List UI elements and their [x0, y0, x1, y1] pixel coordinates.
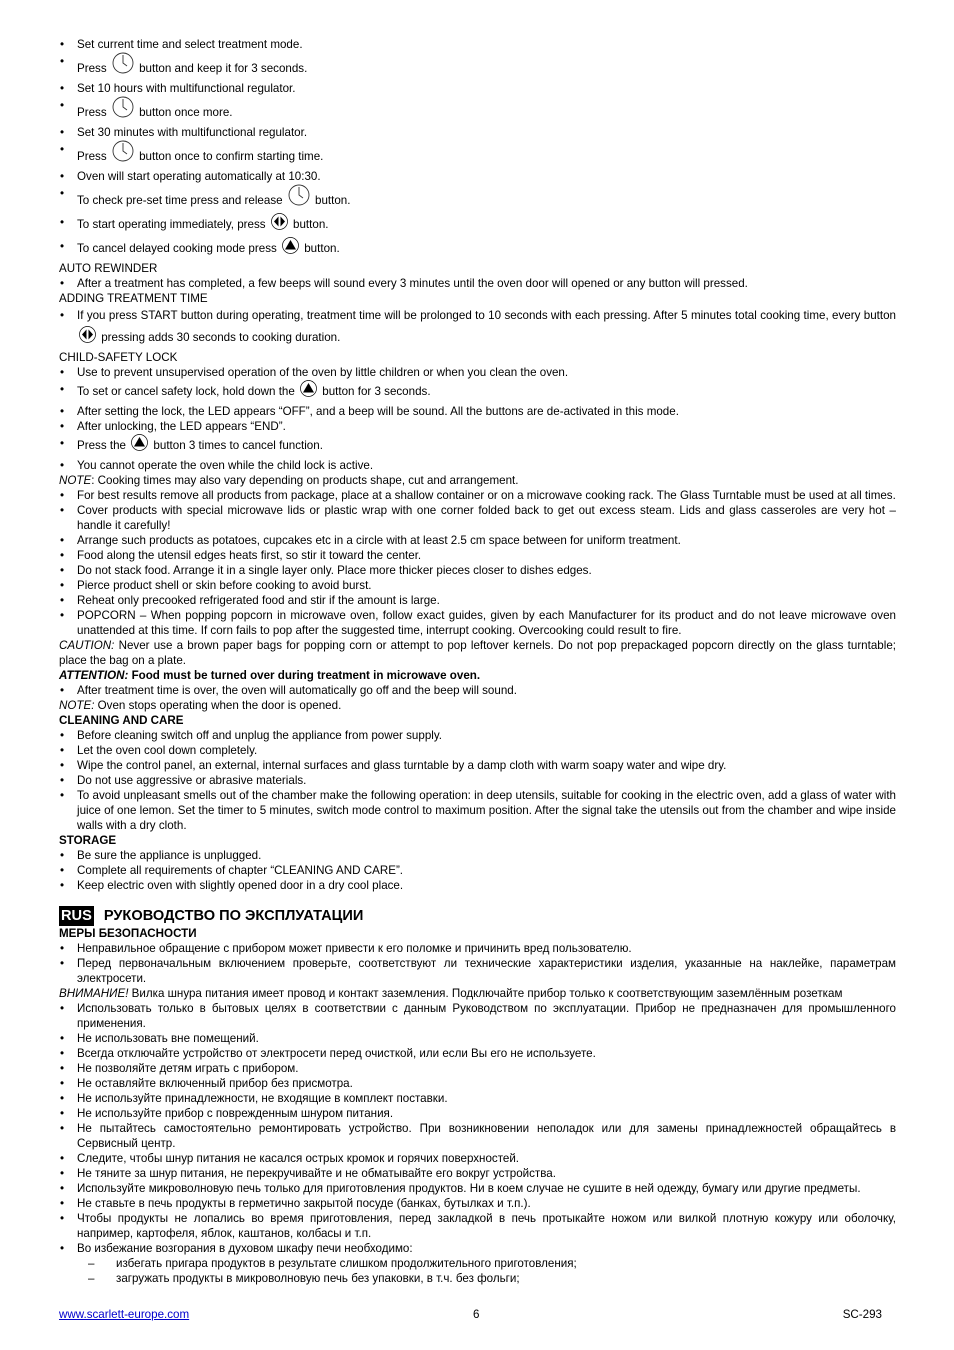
list-item: • To avoid unpleasant smells out of the chamber make the following operation: in deep utensils, suitable for cooking in the electric oven, add a glass of water with juice of one lemon. Set the timer to 5 minutes, switch mode control to maximum position. After the signal take the utensils out from the chamber and wipe inside walls with a dry cloth.	[59, 788, 896, 833]
list-item: • Arrange such products as potatoes, cupcakes etc in a circle with at least 2.5 cm space between for uniform treatment.	[59, 533, 896, 548]
list-item: • Press the button 3 times to cancel function.	[59, 434, 896, 458]
list-item: • To check pre-set time press and release button.	[59, 184, 896, 213]
list-item: • To set or cancel safety lock, hold down the button for 3 seconds.	[59, 380, 896, 404]
list-item: • Используйте микроволновую печь только для приготовления продуктов. Ни в коем случае не сушите в ней одежду, бумагу или другие предметы.	[59, 1181, 896, 1196]
list-item: • Всегда отключайте устройство от электросети перед очисткой, или если Вы его не используете.	[59, 1046, 896, 1061]
list-item: • Не ставьте в печь продукты в герметично закрытой посуде (банках, бутылках и т.п.).	[59, 1196, 896, 1211]
start-icon	[79, 326, 96, 350]
storage-list	[59, 848, 896, 893]
child-lock-list	[59, 365, 896, 473]
list-item: • Неправильное обращение с прибором может привести к его поломке и причинить вред пользователю.	[59, 941, 896, 956]
list-item: • Не используйте прибор с поврежденным шнуром питания.	[59, 1106, 896, 1121]
list-item: • POPCORN – When popping popcorn in microwave oven, follow exact guides, given by each Manufacturer for its product and do not leave microwave oven unattended at this time. If corn fails to pop after the suggested time, interrupt cooking. Overcooking could result to fire.	[59, 608, 896, 638]
stop-icon	[282, 237, 299, 261]
list-item: • Do not stack food. Arrange it in a single layer only. Place more thicker pieces closer to dishes edges.	[59, 563, 896, 578]
list-item: • Press button once to confirm starting time.	[59, 140, 896, 169]
list-item: • Press button and keep it for 3 seconds.	[59, 52, 896, 81]
cleaning-heading: CLEANING AND CARE	[59, 714, 184, 727]
list-item: • Следите, чтобы шнур питания не касался острых кромок и горячих поверхностей.	[59, 1151, 896, 1166]
caution-note: CAUTION: Never use a brown paper bags for popping corn or attempt to pop leftover kernels. Do not pop prepackaged popcorn directly on the glass turntable; place the bag on a plate.	[59, 639, 896, 667]
safety-list-a	[59, 941, 896, 986]
list-item: • Complete all requirements of chapter “CLEANING AND CARE”.	[59, 863, 896, 878]
clock-icon	[112, 140, 134, 169]
page-footer	[59, 1307, 882, 1323]
warning-note: ВНИМАНИЕ! Вилка шнура питания имеет провод и контакт заземления. Подключайте прибор только к соответствующим заземлённым розеткам	[59, 987, 843, 1000]
adding-time-heading: ADDING TREATMENT TIME	[59, 292, 208, 305]
list-item: • You cannot operate the oven while the child lock is active.	[59, 458, 896, 473]
cleaning-list	[59, 728, 896, 833]
list-item: • If you press START button during operating, treatment time will be prolonged to 10 seconds with each pressing. After 5 minutes total cooking time, every button pressing adds 30 seconds to cooking duration.	[59, 306, 896, 350]
adding-time-list	[59, 306, 896, 350]
stop-icon	[300, 380, 317, 404]
list-item: • Во избежание возгорания в духовом шкафу печи необходимо:	[59, 1241, 896, 1256]
list-item: • Не оставляйте включенный прибор без присмотра.	[59, 1076, 896, 1091]
clock-icon	[288, 184, 310, 213]
language-badge: RUS	[61, 908, 92, 924]
list-item: • After unlocking, the LED appears “END”.	[59, 419, 896, 434]
start-icon	[271, 213, 288, 237]
page-number: 6	[473, 1308, 480, 1321]
list-item: • Do not use aggressive or abrasive materials.	[59, 773, 896, 788]
safety-list-b	[59, 1001, 896, 1256]
clock-icon	[112, 96, 134, 125]
list-item: • For best results remove all products from package, place at a shallow container or on a microwave cooking rack. The Glass Turntable must be used at all times.	[59, 488, 896, 503]
list-item: • Использовать только в бытовых целях в соответствии с данным Руководством по эксплуатации. Прибор не предназначен для промышленного применения.	[59, 1001, 896, 1031]
list-item: • Oven will start operating automatically at 10:30.	[59, 169, 896, 184]
list-item: – избегать пригара продуктов в результате слишком продолжительного приготовления;	[59, 1256, 896, 1271]
note-cooking-times: NOTE: Cooking times may also vary depending on products shape, cut and arrangement.	[59, 474, 519, 487]
list-item: • Не используйте принадлежности, не входящие в комплект поставки.	[59, 1091, 896, 1106]
storage-heading: STORAGE	[59, 834, 117, 847]
child-lock-heading: CHILD-SAFETY LOCK	[59, 351, 178, 364]
list-item: • After a treatment has completed, a few beeps will sound every 3 minutes until the oven door will opened or any button will pressed.	[59, 276, 896, 291]
list-item: • Wipe the control panel, an external, internal surfaces and glass turntable by a damp cloth with warm soapy water and wipe dry.	[59, 758, 896, 773]
model-number: SC-293	[842, 1308, 882, 1321]
list-item: • Чтобы продукты не лопались во время приготовления, перед закладкой в печь протыкайте ножом или вилкой плотную кожуру или оболочку, например, картофеля, яблок, каштанов, колбасы и т.п.	[59, 1211, 896, 1241]
auto-rewinder-heading: AUTO REWINDER	[59, 262, 158, 275]
list-item: • Reheat only precooked refrigerated food and stir if the amount is large.	[59, 593, 896, 608]
list-item: • Press button once more.	[59, 96, 896, 125]
russian-section-title: RUS РУКОВОДСТВО ПО ЭКСПЛУАТАЦИИ	[61, 908, 364, 924]
list-item: • Let the oven cool down completely.	[59, 743, 896, 758]
list-item: • Be sure the appliance is unplugged.	[59, 848, 896, 863]
list-item: • Перед первоначальным включением проверьте, соответствуют ли технические характеристики изделия, указанные на наклейке, параметрам электросети.	[59, 956, 896, 986]
list-item: • Cover products with special microwave lids or plastic wrap with one corner folded back to get out excess steam. Lids and glass casseroles are very hot – handle it carefully!	[59, 503, 896, 533]
website-link[interactable]: www.scarlett-europe.com	[59, 1308, 190, 1321]
clock-icon	[112, 52, 134, 81]
list-item: • Keep electric oven with slightly opened door in a dry cool place.	[59, 878, 896, 893]
list-item: • After treatment time is over, the oven will automatically go off and the beep will sound.	[59, 683, 896, 698]
list-item: • To start operating immediately, press button.	[59, 213, 896, 237]
timer-instructions-list	[59, 37, 896, 261]
attention-note: ATTENTION: Food must be turned over during treatment in microwave oven.	[59, 669, 481, 682]
cooking-tips-list	[59, 488, 896, 638]
list-item: • Pierce product shell or skin before cooking to avoid burst.	[59, 578, 896, 593]
list-item: • After setting the lock, the LED appears “OFF”, and a beep will be sound. All the buttons are de-activated in this mode.	[59, 404, 896, 419]
list-item: • Food along the utensil edges heats first, so stir it toward the center.	[59, 548, 896, 563]
note-door: NOTE: Oven stops operating when the door is opened.	[59, 699, 342, 712]
list-item: • Set 10 hours with multifunctional regulator.	[59, 81, 896, 96]
list-item: • Use to prevent unsupervised operation of the oven by little children or when you clean the oven.	[59, 365, 896, 380]
list-item: – загружать продукты в микроволновую печь без упаковки, в т.ч. без фольги;	[59, 1271, 896, 1286]
list-item: • Не использовать вне помещений.	[59, 1031, 896, 1046]
document-page	[59, 37, 896, 1286]
safety-heading: МЕРЫ БЕЗОПАСНОСТИ	[59, 927, 197, 940]
list-item: • Set current time and select treatment mode.	[59, 37, 896, 52]
list-item: • Before cleaning switch off and unplug the appliance from power supply.	[59, 728, 896, 743]
fire-prevention-sublist	[59, 1256, 896, 1286]
list-item: • Set 30 minutes with multifunctional regulator.	[59, 125, 896, 140]
stop-icon	[131, 434, 148, 458]
list-item: • To cancel delayed cooking mode press button.	[59, 237, 896, 261]
list-item: • Не тяните за шнур питания, не перекручивайте и не обматывайте его вокруг устройства.	[59, 1166, 896, 1181]
list-item: • Не пытайтесь самостоятельно ремонтировать устройство. При возникновении неполадок или для замены принадлежностей обращайтесь в Сервисный центр.	[59, 1121, 896, 1151]
list-item: • Не позволяйте детям играть с прибором.	[59, 1061, 896, 1076]
